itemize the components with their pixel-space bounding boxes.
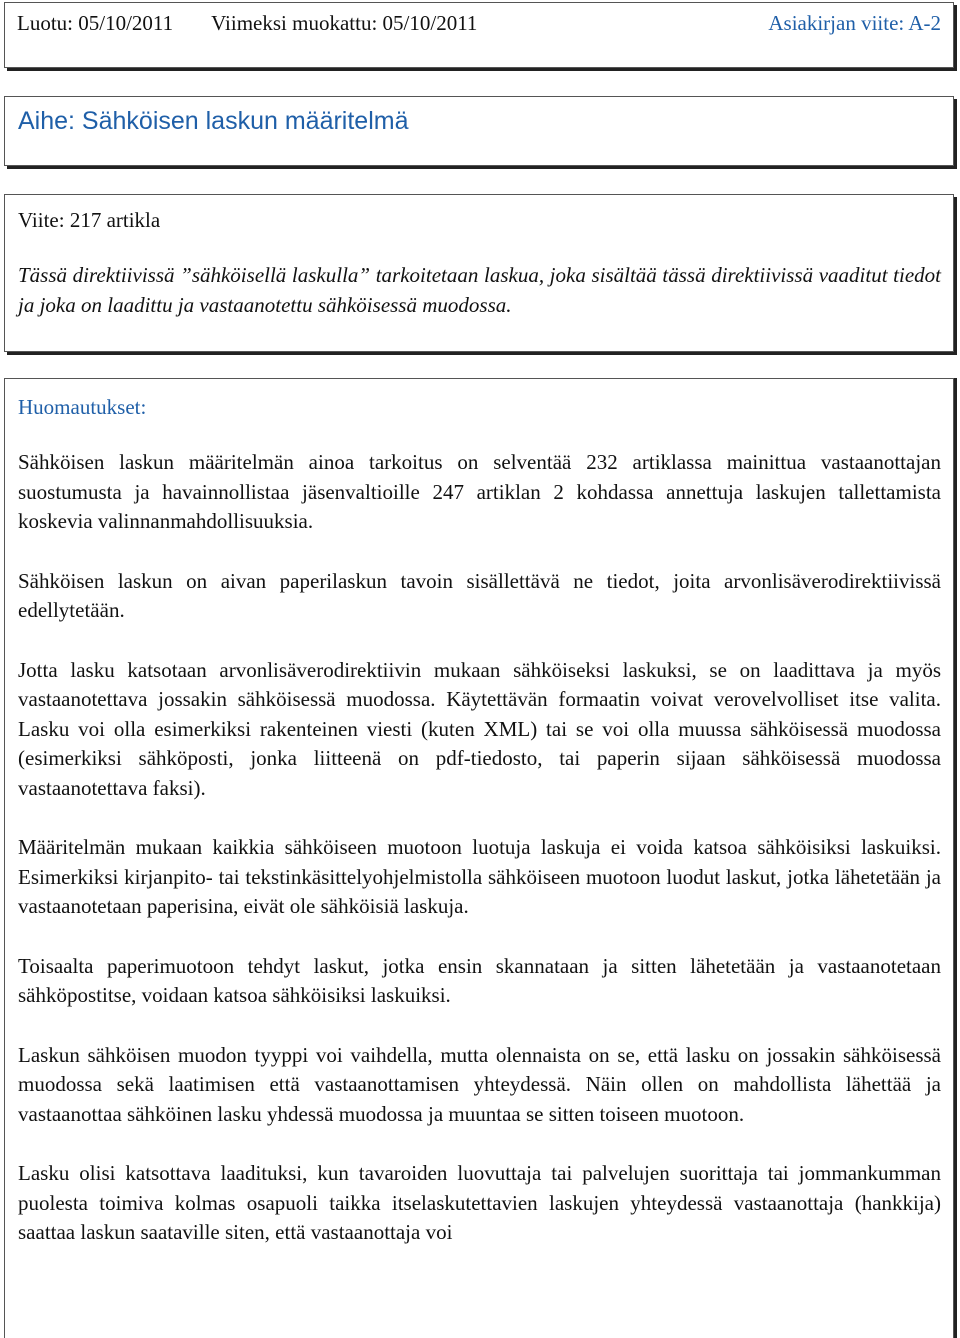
notes-paragraph: Laskun sähköisen muodon tyyppi voi vaihdella, mutta olennaista on se, että lasku on jossakin sähköisessä muodossa sekä laatimisen että vastaanottamisen yhteydessä. Näin ollen on mahdollista lähettää ja vastaanottaa sähköinen lasku yhdessä muodossa ja muuntaa se sitten toiseen muotoon.	[18, 1042, 941, 1126]
notes-paragraph: Sähköisen laskun määritelmän ainoa tarkoitus on selventää 232 artiklassa mainittua vastaanottajan suostumusta ja havainnollistaa jäsenvaltioille 247 artiklan 2 kohdassa annettuja laskujen tallettamista koskevia valinnanmahdollisuuksia.	[18, 450, 941, 533]
reference-box	[4, 194, 954, 352]
reference-text: Tässä direktiivissä ”sähköisellä laskulla” tarkoitetaan laskua, joka sisältää tässä direktiivissä vaaditut tiedot ja joka on laadittu ja vastaanotettu sähköisessä muodossa.	[18, 263, 941, 317]
notes-paragraph: Toisaalta paperimuotoon tehdyt laskut, jotka ensin skannataan ja sitten lähetetään ja vastaanotetaan sähköpostitse, voidaan katsoa sähköisiksi laskuiksi.	[18, 953, 941, 1007]
document-reference: Asiakirjan viite: A-2	[768, 11, 941, 35]
notes-paragraph: Sähköisen laskun on aivan paperilaskun tavoin sisällettävä ne tiedot, joita arvonlisäverodirektiivissä edellytetään.	[18, 568, 941, 622]
notes-body	[18, 448, 941, 1278]
notes-box	[4, 378, 954, 1338]
notes-paragraph: Jotta lasku katsotaan arvonlisäverodirektiivin mukaan sähköiseksi laskuksi, se on laadittava ja myös vastaanotettava jossakin sähköisessä muodossa. Käytettävän formaatin voivat verovelvolliset itse valita. Lasku voi olla esimerkiksi rakenteinen viesti (kuten XML) tai se voi olla muussa sähköisessä muodossa (esimerkiksi sähköposti, jonka liitteenä on pdf-tiedosto, tai paperin sijaan sähköisessä muodossa vastaanotettava faksi).	[18, 657, 941, 800]
subject-title: Aihe: Sähköisen laskun määritelmä	[18, 107, 409, 135]
notes-paragraph: Lasku olisi katsottava laadituksi, kun tavaroiden luovuttaja tai palvelujen suorittaja tai jommankumman puolesta toimiva kolmas osapuoli taikka itselaskutettavien laskujen yhteydessä vastaanottaja (hankkija) saattaa laskun saataville siten, että vastaanottaja voi	[18, 1161, 941, 1244]
document-header-box	[4, 2, 954, 68]
created-date: Luotu: 05/10/2011	[17, 11, 174, 35]
subject-box	[4, 96, 954, 166]
notes-heading: Huomautukset:	[18, 395, 147, 419]
document-header	[17, 11, 941, 36]
modified-date: Viimeksi muokattu: 05/10/2011	[211, 11, 478, 35]
reference-label: Viite: 217 artikla	[18, 208, 161, 232]
notes-paragraph: Määritelmän mukaan kaikkia sähköiseen muotoon luotuja laskuja ei voida katsoa sähköisiksi laskuiksi. Esimerkiksi kirjanpito- tai tekstinkäsittelyohjelmistolla sähköiseen muotoon luodut laskut, jotka lähetetään ja vastaanotetaan paperisina, eivät ole sähköisiä laskuja.	[18, 835, 941, 918]
